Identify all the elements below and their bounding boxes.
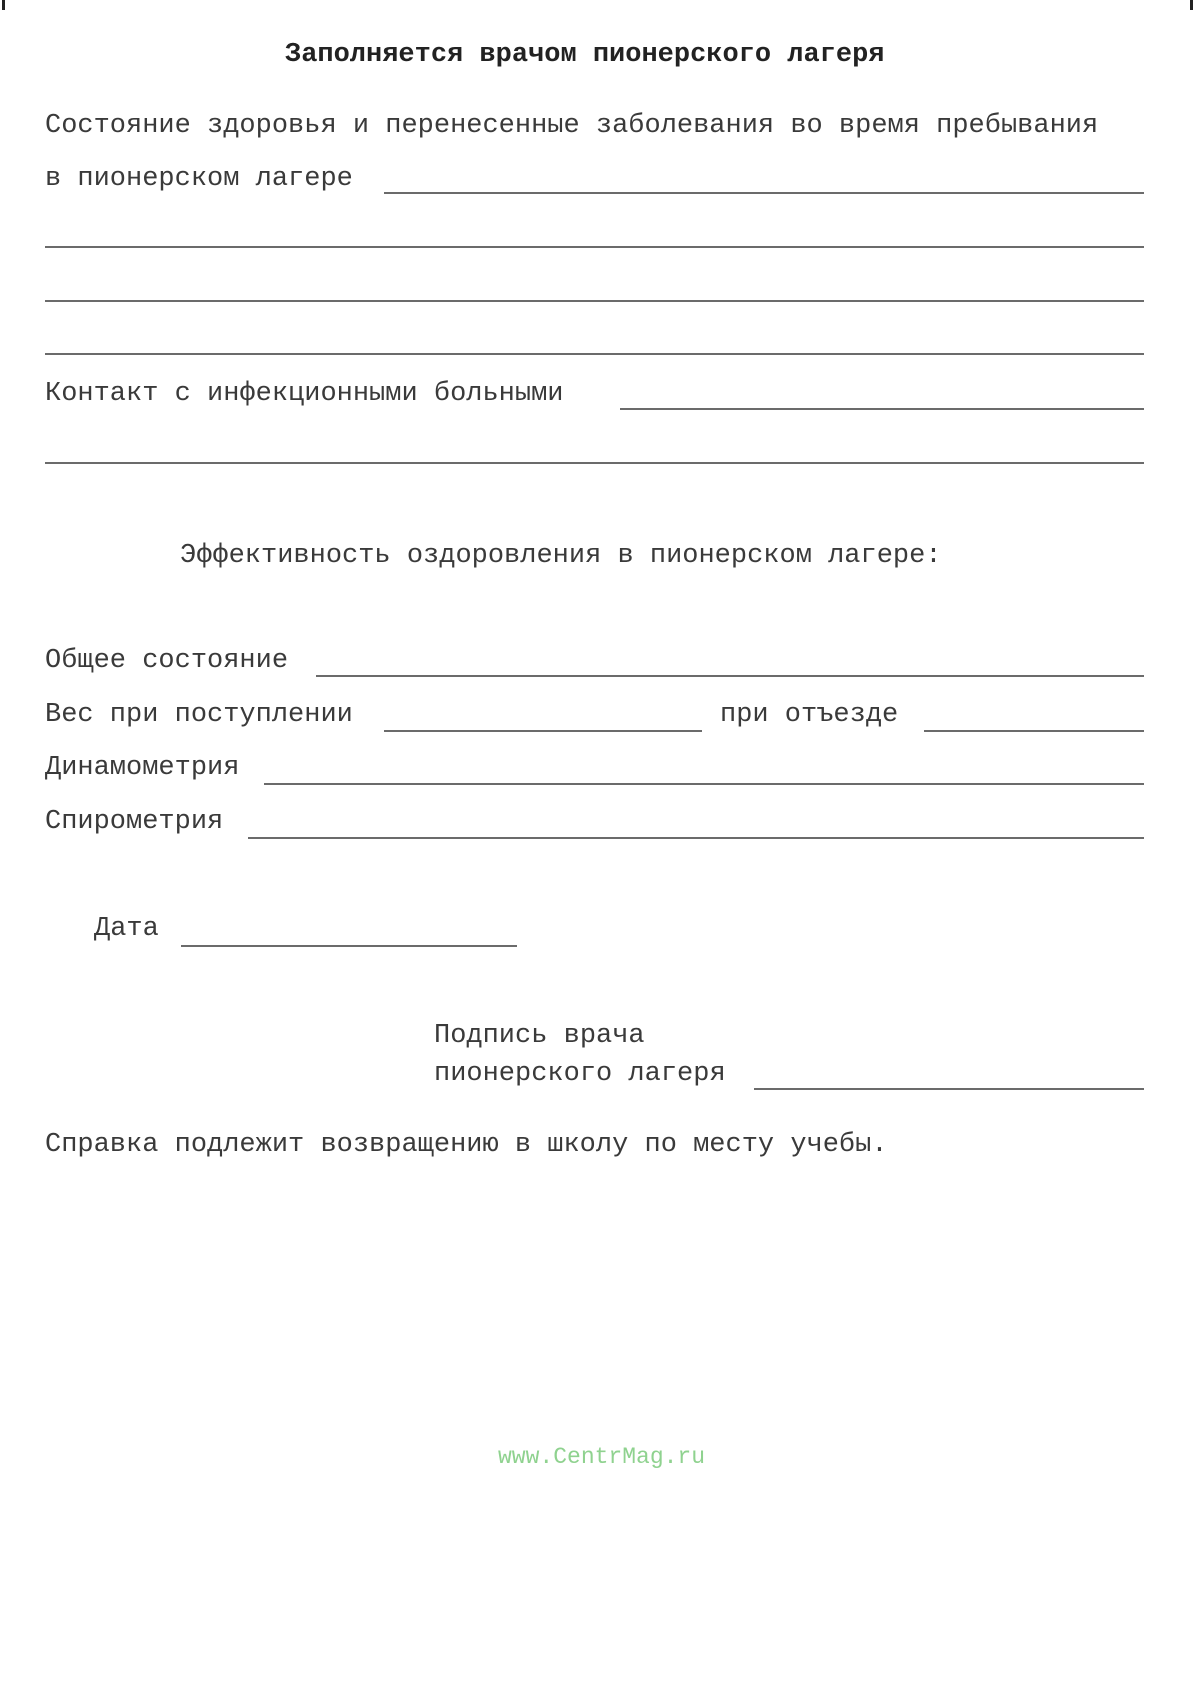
dynamometry-field[interactable] bbox=[264, 783, 1144, 785]
scan-corner-mark-left bbox=[2, 0, 5, 10]
date-label: Дата bbox=[94, 914, 159, 944]
footer-note: Справка подлежит возвращению в школу по месту учебы. bbox=[45, 1130, 888, 1160]
contact-label: Контакт с инфекционными больными bbox=[45, 379, 564, 409]
health-field-line-1[interactable] bbox=[384, 192, 1144, 194]
signature-field[interactable] bbox=[754, 1088, 1144, 1090]
health-field-line-2[interactable] bbox=[45, 246, 1144, 248]
weight-arrival-field[interactable] bbox=[384, 730, 702, 732]
general-state-label: Общее состояние bbox=[45, 646, 289, 676]
form-title: Заполняется врачом пионерского лагеря bbox=[285, 40, 885, 70]
contact-field-line-2[interactable] bbox=[45, 462, 1144, 464]
weight-arrival-label: Вес при поступлении bbox=[45, 700, 353, 730]
watermark-text: www.CentrMag.ru bbox=[498, 1444, 706, 1470]
scan-corner-mark-right bbox=[1190, 0, 1193, 10]
effectiveness-heading: Эффективность оздоровления в пионерском лагере: bbox=[180, 541, 942, 571]
health-label-line2: в пионерском лагере bbox=[45, 164, 353, 194]
general-state-field[interactable] bbox=[316, 675, 1144, 677]
spirometry-field[interactable] bbox=[248, 837, 1144, 839]
health-label-line1: Состояние здоровья и перенесенные заболевания во время пребывания bbox=[45, 111, 1099, 141]
health-field-line-3[interactable] bbox=[45, 300, 1144, 302]
contact-field-line-1[interactable] bbox=[620, 408, 1144, 410]
signature-label-line2: пионерского лагеря bbox=[434, 1059, 726, 1089]
health-field-line-4[interactable] bbox=[45, 353, 1144, 355]
spirometry-label: Спирометрия bbox=[45, 807, 224, 837]
dynamometry-label: Динамометрия bbox=[45, 753, 240, 783]
weight-departure-label: при отъезде bbox=[720, 700, 899, 730]
date-field[interactable] bbox=[181, 945, 517, 947]
signature-label-line1: Подпись врача bbox=[434, 1021, 645, 1051]
weight-departure-field[interactable] bbox=[924, 730, 1144, 732]
